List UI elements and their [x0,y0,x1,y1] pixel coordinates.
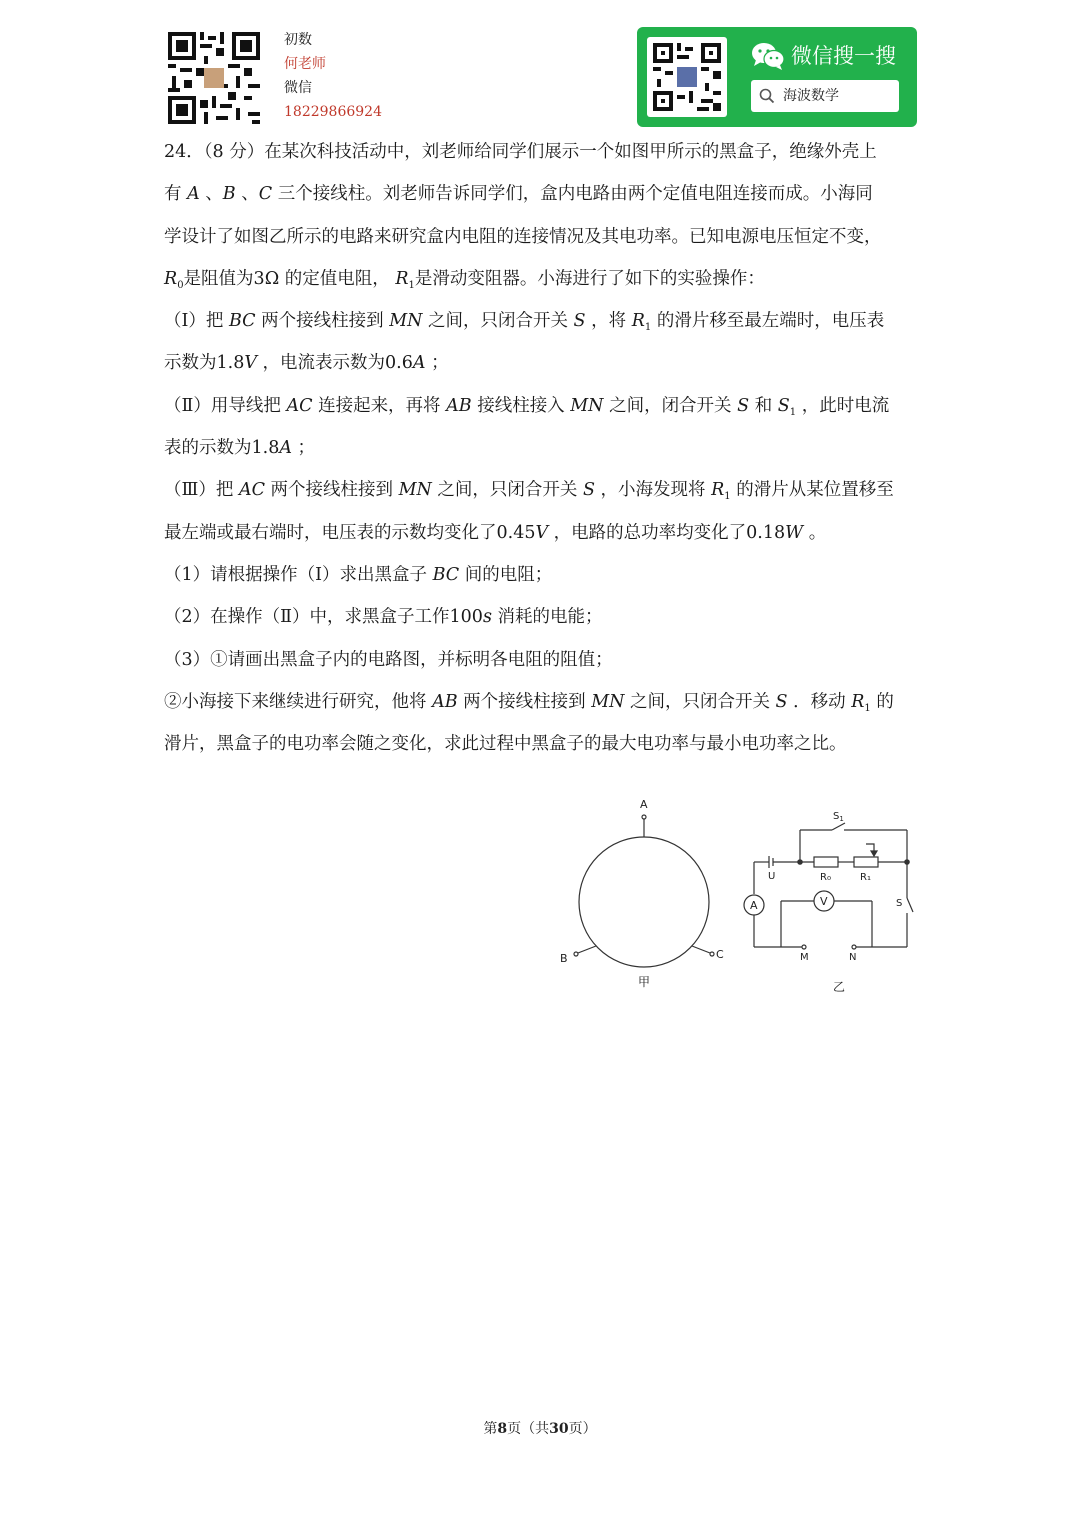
problem-line [164,300,924,342]
math-symbol: S [737,395,750,416]
problem-text [164,131,924,765]
problem-text-run: 、 [199,184,223,205]
resistor-r1 [854,857,878,867]
problem-text-run: 24．（8 分）在某次科技活动中，刘老师给同学们展示一个如图甲所示的黑盒子，绝缘外壳上 [164,142,877,162]
problem-text-run: 之间，只闭合开关 [422,311,574,332]
math-symbol: S [777,395,790,416]
math-symbol: R [164,268,178,289]
problem-text-run: ； [291,438,316,459]
problem-text-run: 三个接线柱。刘老师告诉同学们，盒内电路由两个定值电阻连接而成。小海同 [272,184,873,205]
subscript-text: 1 [724,491,731,503]
math-symbol: MN [570,395,604,416]
wechat-search-box[interactable] [751,80,899,112]
problem-text-run: 有 [164,184,188,205]
problem-line [164,681,924,723]
math-symbol: MN [389,311,423,332]
terminal-n [852,945,856,949]
problem-line [164,258,924,300]
problem-line [164,427,924,469]
terminal-m-label: M [800,952,809,963]
math-symbol: AC [238,480,265,501]
subscript-text: 1 [644,322,652,334]
source-u-label: U [768,871,776,882]
problem-text-run: ； [425,353,449,374]
search-icon [759,88,775,104]
math-symbol: R [851,691,865,712]
problem-text-run: 示数为1.8 [164,353,245,374]
problem-text-run: 。 [803,522,827,543]
resistor-r1-label: R₁ [860,872,871,883]
figure-yi-caption: 乙 [833,980,846,994]
problem-text-run: 之间，闭合开关 [603,395,738,416]
footer-suffix: 页） [568,1421,597,1437]
problem-text-run: 接线柱接入 [471,395,571,416]
problem-text-run: 之间，只闭合开关 [431,480,583,501]
wechat-qr-code [647,37,727,117]
resistor-r0-label: R₀ [820,872,831,883]
math-symbol: MN [591,691,625,712]
problem-text-run: 最左端或最右端时，电压表的示数均变化了0.45 [164,522,536,543]
math-symbol: S [573,311,586,332]
contact-info [284,28,382,124]
math-symbol: R [395,268,409,289]
math-symbol: s [482,607,492,628]
problem-text-run: 之间，只闭合开关 [624,691,776,712]
problem-text-run: 的 [870,691,894,712]
resistor-r0 [814,857,838,867]
problem-text-run: ②小海接下来继续进行研究，他将 [164,691,433,712]
math-symbol: V [244,353,257,374]
problem-text-run: 滑片，黑盒子的电功率会随之变化，求此过程中黑盒子的最大电功率与最小电功率之比。 [164,734,847,755]
math-symbol: A [412,353,426,374]
problem-text-run: ，电路的总功率均变化了0.18 [548,522,786,543]
problem-text-run: 和 [749,395,778,416]
terminal-c-label: C [716,948,724,961]
problem-line [164,131,924,173]
problem-line [164,469,924,511]
problem-text-run: ，电流表示数为0.6 [256,353,413,374]
math-symbol: V [535,522,549,543]
problem-text-run: （Ⅰ）把 [164,311,229,332]
qr-code [168,32,260,124]
problem-text-run: （3）①请画出黑盒子内的电路图，并标明各电阻的阻值； [164,649,613,670]
subscript-text: 1 [789,406,797,418]
math-symbol: AB [446,395,472,416]
math-symbol: BC [432,564,460,585]
switch-s1 [832,823,845,830]
problem-text-run: 是阻值为3Ω 的定值电阻， [183,268,396,289]
math-symbol: C [258,184,273,205]
problem-text-run: （Ⅱ）用导线把 [164,395,287,416]
ammeter-label: A [750,899,758,912]
math-symbol: B [222,184,236,205]
page-footer [0,1418,1080,1438]
page-number: 8 [497,1421,508,1437]
switch-s [907,898,913,912]
math-symbol: R [631,311,645,332]
footer-prefix: 第 [483,1421,498,1437]
problem-line [164,596,924,638]
figure-jia [574,815,714,967]
terminal-b-dot [574,952,578,956]
black-box-circle [579,837,709,967]
problem-text-run: ，此时电流 [796,395,890,416]
switch-s-label: S [896,898,903,909]
problem-text-run: 表的示数为1.8 [164,438,280,459]
problem-text-run: ．移动 [787,691,852,712]
contact-teacher: 何老师 [284,56,326,72]
problem-text-run: 两个接线柱接到 [264,480,399,501]
problem-text-run: 两个接线柱接到 [255,311,390,332]
terminal-a-label: A [640,798,648,811]
problem-line [164,723,924,765]
problem-text-run: （Ⅲ）把 [164,480,239,501]
problem-text-run: 学设计了如图乙所示的电路来研究盒内电阻的连接情况及其电功率。已知电源电压恒定不变， [164,226,882,247]
terminal-b-label: B [560,952,568,965]
terminal-a-dot [642,815,646,819]
math-symbol: MN [398,480,432,501]
subscript-text: 1 [864,702,871,714]
problem-text-run: 消耗的电能； [491,607,603,628]
math-symbol: AC [286,395,313,416]
contact-wechat-label: 微信 [284,80,312,96]
wechat-search-banner [637,27,917,127]
total-pages: 30 [549,1421,569,1437]
problem-line [164,512,924,554]
problem-line [164,639,924,681]
math-symbol: A [279,438,292,459]
contact-phone: 18229866924 [284,104,382,120]
subscript-text: 0 [177,279,184,291]
problem-text-run: ，将 [585,311,632,332]
wechat-search-text: 海波数学 [783,88,839,104]
terminal-n-label: N [849,952,857,963]
problem-line [164,554,924,596]
switch-s1-label: $S_1$ [833,811,844,823]
subscript-text: 1 [408,279,415,291]
wechat-search-title: 微信搜一搜 [791,44,896,68]
problem-line [164,342,924,384]
terminal-m [802,945,806,949]
terminal-c-dot [710,952,714,956]
problem-text-run: （1）请根据操作（Ⅰ）求出黑盒子 [164,564,433,585]
problem-text-run: 的滑片移至最左端时，电压表 [651,311,885,332]
figure-yi [744,823,913,949]
wechat-logo-icon [751,41,785,71]
math-symbol: W [785,522,804,543]
footer-middle: 页（共 [507,1421,550,1437]
math-symbol: AB [432,691,458,712]
problem-text-run: 两个接线柱接到 [457,691,592,712]
voltmeter-label: V [820,895,828,908]
problem-line [164,216,924,258]
problem-line [164,385,924,427]
math-symbol: S [775,691,788,712]
problem-text-run: ，小海发现将 [594,480,712,501]
math-symbol: A [187,184,200,205]
problem-text-run: 的滑片从某位置移至 [730,480,894,501]
problem-text-run: 是滑动变阻器。小海进行了如下的实验操作： [414,268,765,289]
math-symbol: BC [228,311,256,332]
problem-text-run: 间的电阻； [459,564,553,585]
contact-subject: 初数 [284,32,312,48]
math-symbol: R [711,480,725,501]
figure-jia-caption: 甲 [638,975,651,989]
problem-text-run: 连接起来，再将 [312,395,447,416]
problem-line [164,173,924,215]
problem-text-run: 、 [235,184,259,205]
math-symbol: S [582,480,595,501]
figures [552,790,932,1000]
problem-text-run: （2）在操作（Ⅱ）中，求黑盒子工作100 [164,607,483,628]
